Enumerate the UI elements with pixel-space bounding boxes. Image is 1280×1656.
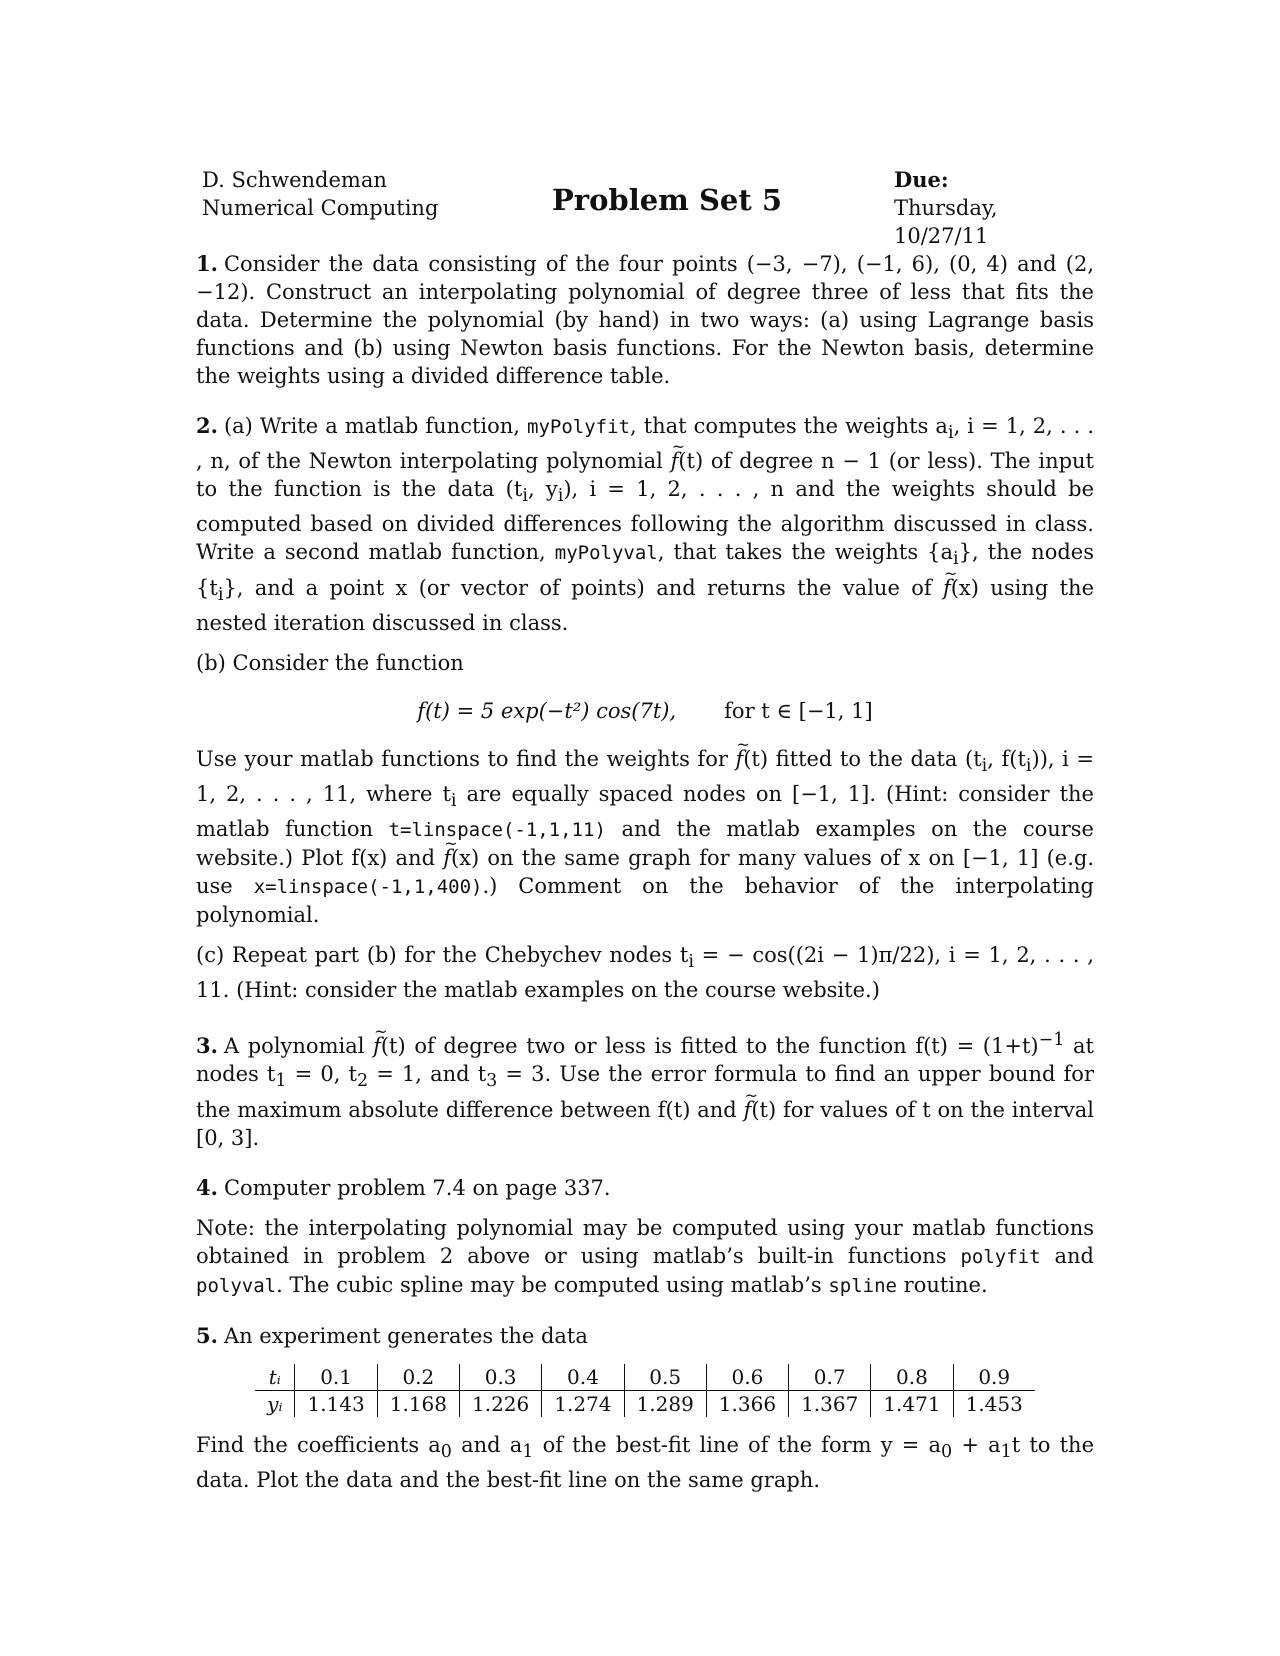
code-myPolyval: myPolyval (554, 542, 658, 565)
code-linspace-400: x=linspace(-1,1,400) (253, 876, 483, 899)
table-cell: 1.453 (953, 1390, 1035, 1417)
subscript: 1 (275, 1071, 287, 1092)
problem-2b (196, 745, 1094, 929)
function-range: for t ∈ [−1, 1] (724, 698, 873, 723)
text-run: Use your matlab functions to find the weights for (196, 746, 736, 771)
table-cell: 1.367 (789, 1390, 871, 1417)
table-row-y (255, 1390, 1035, 1417)
problem-text: Consider the data consisting of the four points (−3, −7), (−1, 6), (0, 4) and (2, −12). Construct an interpolating polynomial of degree three of less that fits the data. Determine the polynomial (by hand) in two ways: (a) using Lagrange basis functions and (b) using Newton basis functions. For the Newton basis, determine the weights using a divided difference table. (196, 252, 1094, 388)
subscript: 2 (356, 1071, 369, 1092)
page-title: Problem Set 5 (552, 183, 783, 217)
data-table (255, 1364, 1035, 1417)
problem-4-note (196, 1214, 1094, 1300)
subscript: i (1025, 755, 1032, 776)
problem-number: 2. (196, 413, 218, 438)
text-run: + a (952, 1432, 1001, 1457)
text-run: (a) Write a matlab function, (223, 414, 528, 438)
row-label-t: tᵢ (255, 1364, 295, 1391)
text-run: , f(t (987, 746, 1026, 771)
header-left (202, 166, 438, 222)
text-run: Computer problem 7.4 on page 337. (223, 1175, 611, 1200)
text-run: , that takes the weights {a (657, 540, 954, 565)
text-run: at nodes t (196, 1034, 1094, 1087)
subscript: i (450, 791, 457, 812)
subscript: 1 (522, 1441, 534, 1462)
text-run: , that computes the weights a (629, 414, 948, 438)
table-cell: 1.471 (871, 1390, 953, 1417)
text-run: (x) on the same graph for many values of x on [−1, 1] (e.g. use (196, 846, 1094, 899)
subscript: 0 (440, 1441, 452, 1462)
f-tilde-symbol: ~ f (735, 745, 743, 773)
text-run: (x) using the nested iteration discussed in class. (196, 575, 1094, 635)
text-run: (t) for values of t on the interval [0, 3]. (196, 1097, 1095, 1150)
problem-number: 1. (196, 251, 218, 276)
text-run: . The cubic spline may be computed using matlab’s (276, 1272, 829, 1297)
subscript: 3 (486, 1071, 498, 1092)
text-run: are equally spaced nodes on [−1, 1]. (Hint: consider the matlab function (196, 781, 1094, 842)
text-run: }, and a point x (or vector of points) and returns the value of (223, 575, 943, 600)
text-run: ), i = 1, 2, . . . , n and the weights should be computed based on divided differences following the algorithm discussed in class. Write a second matlab function, (196, 477, 1094, 565)
text-run: (t) of degree two or less is fitted to the function f(t) = (1+t) (380, 1034, 1039, 1059)
problem-number: 5. (196, 1322, 218, 1348)
text-run: , y (527, 477, 558, 502)
problem-2 (196, 412, 1094, 1004)
problem-5-intro (196, 1322, 1094, 1350)
table-cell: 1.143 (295, 1390, 377, 1417)
f-tilde-symbol: ~ f (744, 1096, 752, 1124)
text-run: = 1, and t (368, 1062, 487, 1087)
subscript: i (981, 755, 988, 776)
subscript: 0 (941, 1441, 953, 1462)
text-run: t to the data. Plot the data and the best-fit line on the same graph. (196, 1432, 1095, 1492)
text-run: and (1040, 1243, 1094, 1268)
table-cell: 1.226 (460, 1390, 542, 1417)
table-cell: 0.7 (789, 1364, 871, 1391)
table-cell: 0.8 (871, 1364, 953, 1391)
table-cell: 1.168 (377, 1390, 459, 1417)
problem-4 (196, 1174, 1094, 1300)
subscript: i (217, 584, 224, 605)
author-name: D. Schwendeman (202, 168, 387, 192)
text-run: A polynomial (223, 1034, 374, 1059)
table-cell: 0.1 (295, 1364, 377, 1391)
text-run: , i = 1, 2, . . . , n, of the Newton interpolating polynomial (196, 414, 1095, 474)
superscript: −1 (1038, 1030, 1065, 1051)
code-myPolyfit: myPolyfit (527, 416, 630, 438)
problem-2b-intro: (b) Consider the function (196, 650, 464, 675)
problem-number: 3. (196, 1033, 218, 1059)
row-label-y: yᵢ (267, 1391, 283, 1416)
table-cell: 0.4 (542, 1364, 624, 1391)
header-right (894, 166, 1094, 250)
text-run: and the matlab examples on the course website.) Plot f(x) and (196, 817, 1094, 871)
code-spline: spline (828, 1274, 897, 1297)
f-tilde-symbol: ~ f (443, 844, 451, 872)
subscript: i (953, 549, 959, 570)
subscript: i (947, 423, 954, 444)
table-cell: 0.2 (377, 1364, 459, 1391)
f-tilde-symbol: ~ f (671, 447, 679, 475)
text-run: and a (451, 1432, 523, 1457)
problem-3 (196, 1026, 1094, 1151)
problem-set-page (196, 166, 1094, 1516)
text-run: = 0, t (286, 1062, 357, 1087)
problem-5-outro (196, 1431, 1094, 1494)
text-run: .) Comment on the behavior of the interpolating polynomial. (196, 874, 1095, 928)
subscript: i (557, 486, 564, 507)
text-run: of the best-fit line of the form y = a (533, 1432, 942, 1457)
text-run: Note: the interpolating polynomial may be computed using your matlab functions obtained in problem 2 above or using matlab’s built-in functions (196, 1215, 1094, 1268)
table-cell: 1.274 (542, 1390, 624, 1417)
text-run: (c) Repeat part (b) for the Chebychev nodes t (196, 943, 689, 968)
text-run: = − cos((2i − 1)π/22), i = 1, 2, . . . , 11. (Hint: consider the matlab examples on the course website.) (196, 943, 1094, 1003)
problem-2c (196, 941, 1094, 1004)
due-label: Due: (894, 167, 949, 192)
table-cell: 0.9 (953, 1364, 1035, 1391)
table-cell: 0.5 (624, 1364, 706, 1391)
problem-5 (196, 1322, 1094, 1494)
text-run: Find the coefficients a (196, 1432, 441, 1457)
function-formula: f(t) = 5 exp(−t²) cos(7t), (417, 698, 677, 723)
due-date: Thursday, 10/27/11 (894, 196, 998, 248)
text-run: }, the nodes {t (196, 540, 1095, 600)
problem-number: 4. (196, 1174, 218, 1200)
function-display (196, 697, 1094, 725)
f-tilde-symbol: ~ f (943, 574, 951, 602)
subscript: i (688, 952, 694, 973)
problem-2a (196, 412, 1094, 637)
table-cell: 0.6 (706, 1364, 788, 1391)
course-name: Numerical Computing (202, 196, 439, 220)
page-header (196, 166, 1094, 248)
problem-4-text (196, 1174, 1094, 1202)
table-cell: 1.366 (706, 1390, 788, 1417)
subscript: i (522, 486, 528, 507)
text-run: (t) of degree n − 1 (or less). The input to the function is the data (t (196, 449, 1094, 502)
subscript: 1 (1000, 1441, 1012, 1462)
text-run: = 3. Use the error formula to find an upper bound for the maximum absolute difference between f(t) and (196, 1062, 1094, 1122)
code-polyfit: polyfit (960, 1245, 1041, 1268)
text-run: routine. (897, 1272, 988, 1297)
text-run: )), i = 1, 2, . . . , 11, where t (196, 746, 1094, 806)
table-cell: 0.3 (460, 1364, 542, 1391)
code-linspace-11: t=linspace(-1,1,11) (388, 819, 606, 842)
table-row-t (255, 1364, 1035, 1391)
text-run: An experiment generates the data (223, 1323, 588, 1348)
table-cell: 1.289 (624, 1390, 706, 1417)
problem-1 (196, 250, 1094, 390)
code-polyval: polyval (196, 1274, 277, 1297)
text-run: (t) fitted to the data (t (743, 746, 982, 771)
f-tilde-symbol: ~ f (373, 1032, 381, 1060)
